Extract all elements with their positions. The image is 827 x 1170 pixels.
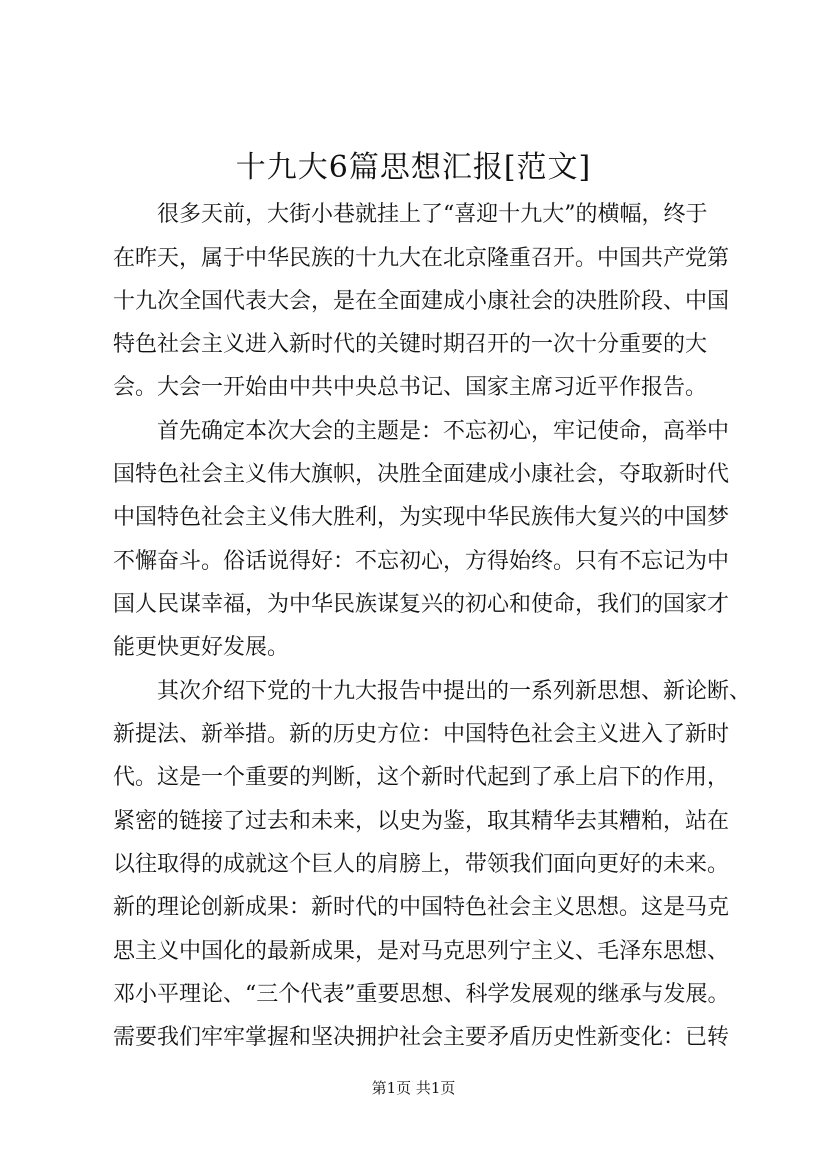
document-title: 十九大6篇思想汇报[范文] — [235, 150, 592, 185]
paragraph-line-14: 代。这是一个重要的判断，这个新时代起到了承上启下的作用， — [113, 765, 730, 790]
paragraph-line-17: 新的理论创新成果：新时代的中国特色社会主义思想。这是马克 — [113, 895, 730, 920]
paragraph-line-13: 新提法、新举措。新的历史方位：中国特色社会主义进入了新时 — [113, 722, 730, 747]
paragraph-line-11: 能更快更好发展。 — [113, 635, 290, 660]
paragraph-line-5: 会。大会一开始由中共中央总书记、国家主席习近平作报告。 — [113, 375, 708, 400]
paragraph-line-3: 十九次全国代表大会，是在全面建成小康社会的决胜阶段、中国 — [113, 289, 730, 314]
paragraph-line-19: 邓小平理论、“三个代表”重要思想、科学发展观的继承与发展。 — [113, 982, 730, 1007]
paragraph-line-8: 中国特色社会主义伟大胜利，为实现中华民族伟大复兴的中国梦 — [113, 505, 730, 530]
paragraph-line-1: 很多天前，大街小巷就挂上了“喜迎十九大”的横幅，终于 — [157, 202, 708, 227]
paragraph-line-12: 其次介绍下党的十九大报告中提出的一系列新思想、新论断、 — [157, 679, 752, 704]
page-footer: 第1页 共1页 — [371, 1079, 456, 1097]
paragraph-line-6: 首先确定本次大会的主题是：不忘初心，牢记使命，高举中 — [157, 419, 730, 444]
paragraph-line-20: 需要我们牢牢掌握和坚决拥护社会主要矛盾历史性新变化：已转 — [113, 1025, 730, 1050]
paragraph-line-9: 不懈奋斗。俗话说得好：不忘初心，方得始终。只有不忘记为中 — [113, 549, 730, 574]
paragraph-line-4: 特色社会主义进入新时代的关键时期召开的一次十分重要的大 — [113, 332, 708, 357]
paragraph-line-15: 紧密的链接了过去和未来，以史为鉴，取其精华去其糟粕，站在 — [113, 809, 730, 834]
paragraph-line-16: 以往取得的成就这个巨人的肩膀上，带领我们面向更好的未来。 — [113, 852, 730, 877]
paragraph-line-2: 在昨天，属于中华民族的十九大在北京隆重召开。中国共产党第 — [113, 246, 730, 271]
paragraph-line-18: 思主义中国化的最新成果，是对马克思列宁主义、毛泽东思想、 — [113, 939, 730, 964]
paragraph-line-7: 国特色社会主义伟大旗帜，决胜全面建成小康社会，夺取新时代 — [113, 462, 730, 487]
paragraph-line-10: 国人民谋幸福，为中华民族谋复兴的初心和使命，我们的国家才 — [113, 592, 730, 617]
